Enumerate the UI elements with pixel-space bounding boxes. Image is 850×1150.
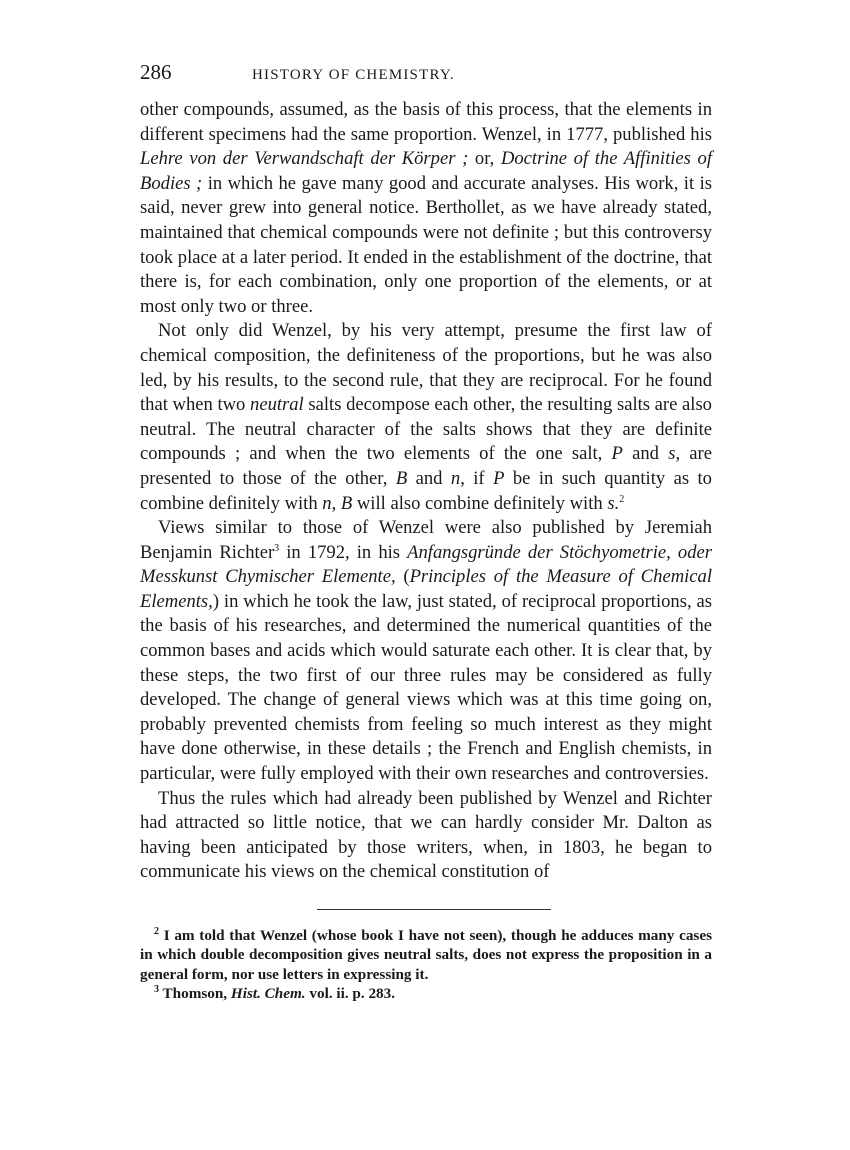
footnote-2: $^2$ I am told that Wenzel (whose book I have not seen), though he adduces many cases in which double decomposition gives neutral salts, does not express the proposition in a general form, nor use letters in expressing it. (140, 925, 712, 983)
page-number: 286 (140, 60, 172, 84)
paragraph-3: Views similar to those of Wenzel were also published by Jeremiah Benjamin Richter$^3$ in 1792, in his Anfangsgründe der Stöchyometrie, oder Messkunst Chymischer Elemente, (Principles of the Measure of Chemical Elements,) in which he took the law, just stated, of reciprocal proportions, as the basis of his researches, and determined the numerical quantities of the common bases and acids which would saturate each other. It is clear that, by these steps, the two first of our three rules may be considered as fully developed. The change of general views which was at this time going on, probably prevented chemists from feeling so much interest as they might have done otherwise, in these details ; the French and English chemists, in particular, were fully employed with their own researches and controversies. (140, 517, 713, 785)
book-title-richter: Anfangsgründe der Stöchyometrie, oder Messkunst Chymischer Elemente, (140, 541, 712, 588)
footnote-mark: 2 (154, 925, 159, 937)
running-head: HISTORY OF CHEMISTRY. (252, 67, 455, 83)
book-page (140, 60, 712, 1004)
footnote-ref-3: 3 (274, 542, 280, 554)
footnote-mark: 3 (154, 984, 159, 996)
book-title-german: Lehre von der Verwandschaft der Körper ; (140, 148, 469, 170)
footnote-divider (317, 909, 551, 910)
footnote-3: $^3$ Thomson, Hist. Chem. vol. ii. p. 283. (154, 984, 396, 1003)
paragraph-4: Thus the rules which had already been published by Wenzel and Richter had attracted so little notice, that we can hardly consider Mr. Dalton as having been anticipated by those writers, when, in 1803, he began to communicate his views on the chemical constitution of (140, 787, 712, 883)
footnotes (140, 926, 712, 1004)
page-header (140, 60, 712, 88)
footnote-ref-2: 2 (619, 493, 625, 505)
paragraph-2: Not only did Wenzel, by his very attempt, presume the first law of chemical composition, the definiteness of the proportions, but he was also led, by his results, to the second rule, that they are reciprocal. For he found that when two neutral salts decompose each other, the resulting salts are also neutral. The neutral character of the salts shows that they are definite compounds ; and when the two elements of the one salt, P and s, are presented to those of the other, B and n, if P be in such quantity as to combine definitely with n, B will also combine definitely with s.$^2$ (140, 320, 712, 514)
body-text (140, 98, 712, 885)
paragraph-1: other compounds, assumed, as the basis of this process, that the elements in different specimens had the same proportion. Wenzel, in 1777, published his Lehre von der Verwandschaft der Körper ; or, Doctrine of the Affinities of Bodies ; in which he gave many good and accurate analyses. His work, it is said, never grew into general notice. Berthollet, as we have already stated, maintained that chemical compounds were not definite ; but this controversy took place at a later period. It ended in the establishment of the doctrine, that there is, for each combination, only one proportion of the elements, or at most only two or three. (140, 99, 712, 317)
book-title-english: Doctrine of the Affinities of Bodies ; (140, 148, 712, 194)
book-title-richter-english: Principles of the Measure of Chemical Elements, (140, 566, 713, 612)
